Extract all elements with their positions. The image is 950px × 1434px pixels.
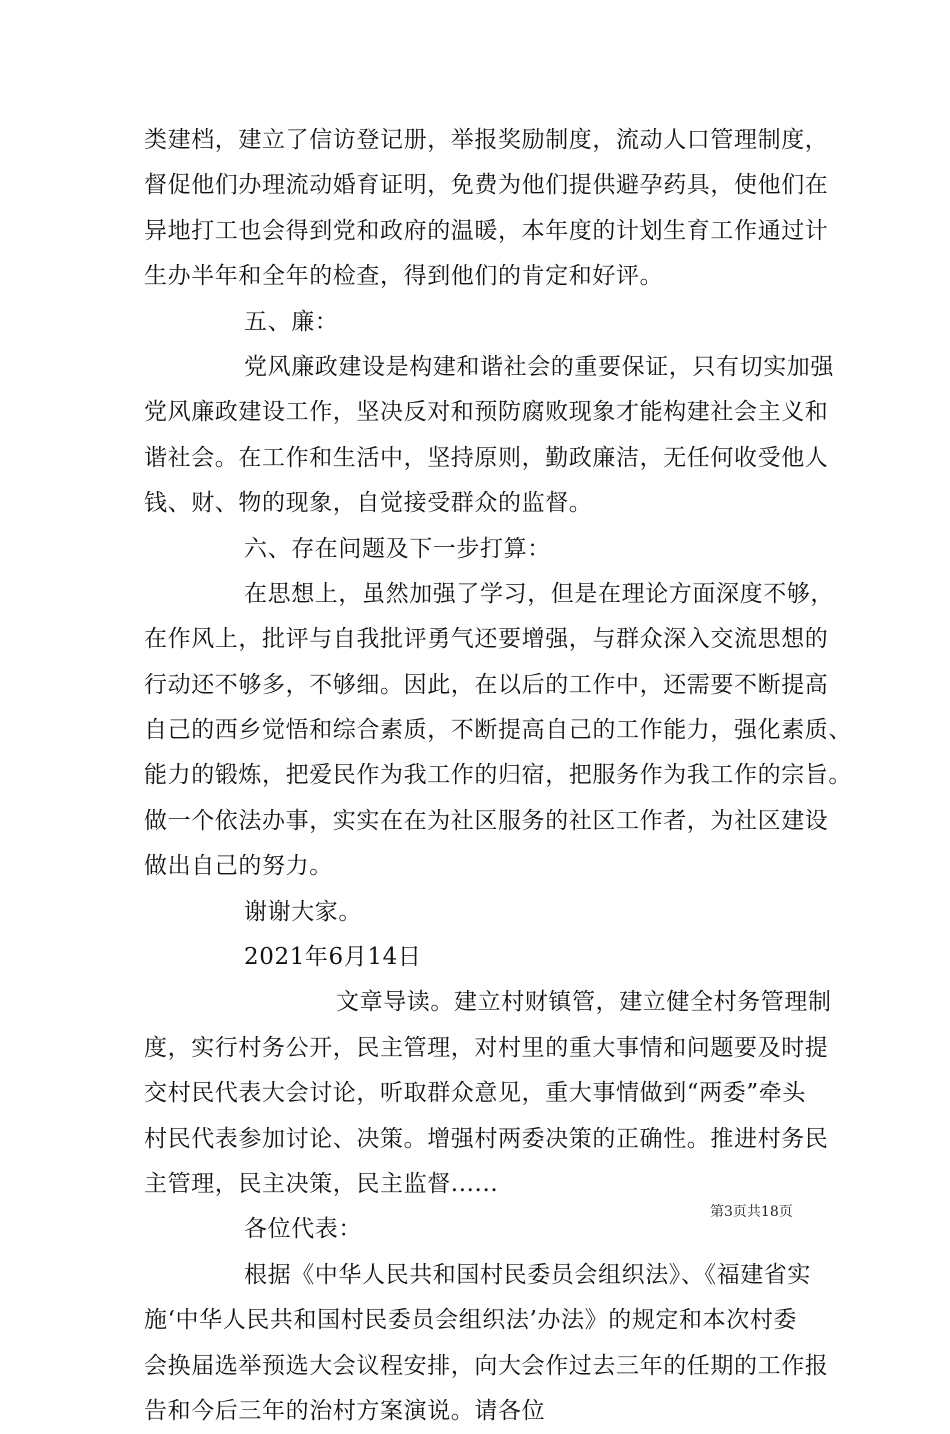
text-line: 党风廉政建设工作，坚决反对和预防腐败现象才能构建社会主义和	[144, 399, 829, 426]
text-line: 交村民代表大会讨论，听取群众意见，重大事情做到“两委”牵头	[144, 1080, 806, 1107]
text-line: 村民代表参加讨论、决策。增强村两委决策的正确性。推进村务民	[144, 1125, 829, 1152]
text-line: 文章导读。建立村财镇管，建立健全村务管理制	[336, 989, 832, 1016]
text-line: 告和今后三年的治村方案演说。请各位	[144, 1397, 546, 1424]
text-line: 党风廉政建设是构建和谐社会的重要保证，只有切实加强	[244, 353, 834, 380]
text-line: 做一个依法办事，实实在在为社区服务的社区工作者，为社区建设	[144, 807, 829, 834]
text-line: 钱、财、物的现象，自觉接受群众的监督。	[144, 490, 593, 517]
text-line: 类建档，建立了信访登记册，举报奖励制度，流动人口管理制度，	[144, 127, 829, 153]
text-line: 能力的锻炼，把爱民作为我工作的归宿，把服务作为我工作的宗旨。	[144, 762, 852, 789]
text-line: 行动还不够多，不够细。因此，在以后的工作中，还需要不断提高	[144, 671, 829, 698]
date-line: 2021年6月14日	[244, 944, 422, 971]
section-heading: 六、存在问题及下一步打算：	[244, 535, 551, 562]
page-number-footer: 第3页共18页	[710, 1204, 793, 1220]
text-line: 做出自己的努力。	[144, 853, 333, 880]
section-heading: 五、廉：	[244, 308, 339, 335]
text-line: 度，实行村务公开，民主管理，对村里的重大事情和问题要及时提	[144, 1034, 829, 1061]
text-line: 自己的西乡觉悟和综合素质，不断提高自己的工作能力，强化素质、	[144, 717, 852, 744]
text-line: 主管理，民主决策，民主监督......	[144, 1170, 499, 1197]
body-text	[144, 118, 852, 1434]
text-line: 谐社会。在工作和生活中，坚持原则，勤政廉洁，无任何收受他人	[144, 444, 829, 471]
closing-thanks: 谢谢大家。	[244, 898, 362, 925]
text-line: 生办半年和全年的检查，得到他们的肯定和好评。	[144, 263, 664, 290]
text-line: 会换届选举预选大会议程安排，向大会作过去三年的任期的工作报	[144, 1352, 829, 1379]
text-line: 督促他们办理流动婚育证明，免费为他们提供避孕药具，使他们在	[144, 172, 829, 199]
text-line: 异地打工也会得到党和政府的温暖，本年度的计划生育工作通过计	[144, 217, 829, 244]
text-line: 施‘中华人民共和国村民委员会组织法’办法》的规定和本次村委	[144, 1307, 798, 1334]
salutation: 各位代表：	[244, 1216, 362, 1243]
text-line: 在作风上，批评与自我批评勇气还要增强，与群众深入交流思想的	[144, 626, 829, 653]
text-line: 根据《中华人民共和国村民委员会组织法》、《福建省实	[244, 1261, 811, 1288]
text-line: 在思想上，虽然加强了学习，但是在理论方面深度不够，	[244, 580, 834, 607]
